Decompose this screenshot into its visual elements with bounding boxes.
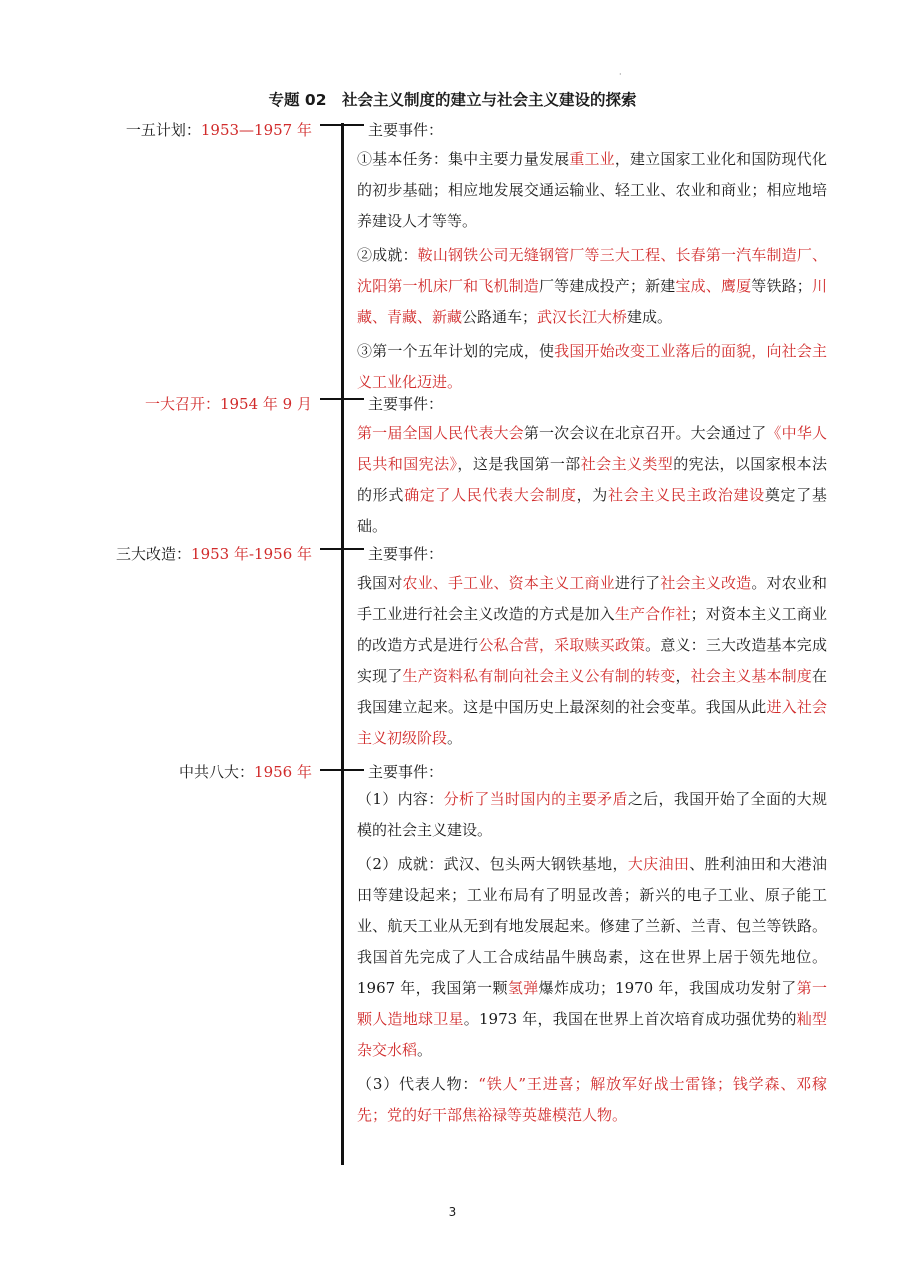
event-paragraph xyxy=(357,849,827,1066)
body-text: 进行了 xyxy=(614,574,661,592)
body-text: 。意义：三大改造基本完成实现了 xyxy=(357,636,827,685)
highlight-text: 农业、手工业、资本主义工商业 xyxy=(402,574,615,592)
body-text: ①基本任务：集中主要力量发展 xyxy=(357,150,570,168)
event-name: 一大召开： xyxy=(144,395,220,413)
highlight-text: 重工业 xyxy=(569,150,615,168)
body-text: 建成。 xyxy=(627,308,673,326)
event-details xyxy=(357,568,827,754)
highlight-text: 公私合营，采取赎买政策 xyxy=(478,636,646,654)
timeline-tick xyxy=(320,398,364,400)
timeline-axis xyxy=(341,123,344,1165)
highlight-text: 确定了人民代表大会制度 xyxy=(404,486,577,504)
highlight-text: 氢弹 xyxy=(507,979,539,997)
highlight-text: 第一届全国人民代表大会 xyxy=(357,424,524,442)
event-details xyxy=(357,784,827,1131)
highlight-text: 籼型杂交水稻 xyxy=(357,1010,827,1059)
event-paragraph xyxy=(357,1069,827,1131)
highlight-text: 第一颗人造地球卫星 xyxy=(357,979,827,1028)
event-name: 一五计划： xyxy=(125,121,201,139)
highlight-text: 社会主义类型 xyxy=(580,455,674,473)
event-name: 三大改造： xyxy=(116,545,192,563)
body-text: 在我国建立起来。这是中国历史上最深刻的社会变革。我国从此 xyxy=(357,667,827,716)
body-text: 、胜利油田和大港油田等建设起来；工业布局有了明显改善；新兴的电子工业、原子能工业、航天工业从无到有地发展起来。修建了兰新、兰青、包兰等铁路。我国首先完成了人工合成结晶牛胰岛素，这在世界上居于领先地位。1967 年，我国第一颗 xyxy=(357,855,827,997)
body-text: 奠定了基础。 xyxy=(357,486,827,535)
body-text: 的宪法，以国家根本法的形式 xyxy=(357,455,827,504)
event-paragraph xyxy=(357,784,827,846)
highlight-text: 生产资料私有制向社会主义公有制的转变 xyxy=(402,667,676,685)
body-text: 之后，我国开始了全面的大规模的社会主义建设。 xyxy=(357,790,827,839)
highlight-text: 社会主义改造 xyxy=(660,574,752,592)
highlight-text: 生产合作社 xyxy=(614,605,691,623)
timeline-tick xyxy=(320,124,364,126)
event-header: 主要事件： xyxy=(368,545,444,563)
body-text: 。1973 年，我国在世界上首次培育成功强优势的 xyxy=(463,1010,797,1028)
event-header: 主要事件： xyxy=(368,395,444,413)
page-title: 专题 02 社会主义制度的建立与社会主义建设的探索 xyxy=(268,91,637,109)
event-date: 1954 年 9 月 xyxy=(219,395,312,413)
body-text: （2）成就：武汉、包头两大钢铁基地， xyxy=(357,855,628,873)
event-label xyxy=(116,543,312,564)
body-text: 。 xyxy=(447,729,463,747)
body-text: ，为 xyxy=(576,486,608,504)
highlight-text: 川藏、青藏、新藏 xyxy=(357,277,827,326)
body-text: ②成就： xyxy=(357,246,418,264)
body-text: ；对资本主义工商业的改造方式是进行 xyxy=(357,605,827,654)
highlight-text: 大庆油田 xyxy=(627,855,690,873)
highlight-text: 《中华人民共和国宪法》 xyxy=(357,424,827,473)
body-text: 。对农业和手工业进行社会主义改造的方式是加入 xyxy=(357,574,827,623)
body-text: ，这是我国第一部 xyxy=(457,455,581,473)
body-text: ③第一个五年计划的完成，使 xyxy=(357,342,555,360)
highlight-text: 社会主义民主政治建设 xyxy=(608,486,765,504)
highlight-text: “铁人”王进喜；解放军好战士雷锋；钱学森、邓稼先；党的好干部焦裕禄等英雄模范人物。 xyxy=(357,1075,828,1124)
timeline-tick xyxy=(320,548,364,550)
body-text: ， xyxy=(675,667,691,685)
body-text: 我国对 xyxy=(357,574,403,592)
event-paragraph xyxy=(357,418,827,542)
highlight-text: 武汉长江大桥 xyxy=(537,308,628,326)
body-text: ，建立国家工业化和国防现代化的初步基础；相应地发展交通运输业、轻工业、农业和商业；相应地培养建设人才等等。 xyxy=(357,150,827,230)
event-paragraph xyxy=(357,240,827,333)
page-number: 3 xyxy=(448,1205,457,1219)
body-text: 爆炸成功；1970 年，我国成功发射了 xyxy=(538,979,797,997)
highlight-text: 我国开始改变工业落后的面貌，向社会主义工业化迈进。 xyxy=(357,342,827,391)
highlight-text: 社会主义基本制度 xyxy=(690,667,812,685)
event-paragraph xyxy=(357,568,827,754)
event-label xyxy=(126,119,312,140)
page-mark: · xyxy=(619,70,622,79)
event-paragraph xyxy=(357,144,827,237)
body-text: （1）内容： xyxy=(357,790,444,808)
timeline-tick xyxy=(320,769,364,771)
event-label xyxy=(145,393,312,414)
event-name: 中共八大： xyxy=(179,763,255,781)
body-text: 。 xyxy=(417,1041,433,1059)
body-text: 公路通车； xyxy=(462,308,538,326)
event-label xyxy=(179,761,312,782)
highlight-text: 鞍山钢铁公司无缝钢管厂等三大工程、长春第一汽车制造厂、沈阳第一机床厂和飞机制造 xyxy=(357,246,827,295)
event-header: 主要事件： xyxy=(368,763,444,781)
highlight-text: 进入社会主义初级阶段 xyxy=(357,698,827,747)
body-text: （3）代表人物： xyxy=(357,1075,479,1093)
event-header: 主要事件： xyxy=(368,121,444,139)
event-paragraph xyxy=(357,336,827,398)
highlight-text: 宝成、鹰厦 xyxy=(675,277,752,295)
event-details xyxy=(357,418,827,542)
event-date: 1953—1957 年 xyxy=(200,121,312,139)
event-date: 1956 年 xyxy=(254,763,312,781)
body-text: 等铁路； xyxy=(751,277,812,295)
body-text: 厂等建成投产；新建 xyxy=(538,277,676,295)
event-date: 1953 年-1956 年 xyxy=(191,545,312,563)
highlight-text: 分析了当时国内的主要矛盾 xyxy=(443,790,628,808)
body-text: 第一次会议在北京召开。大会通过了 xyxy=(523,424,767,442)
event-details xyxy=(357,144,827,398)
